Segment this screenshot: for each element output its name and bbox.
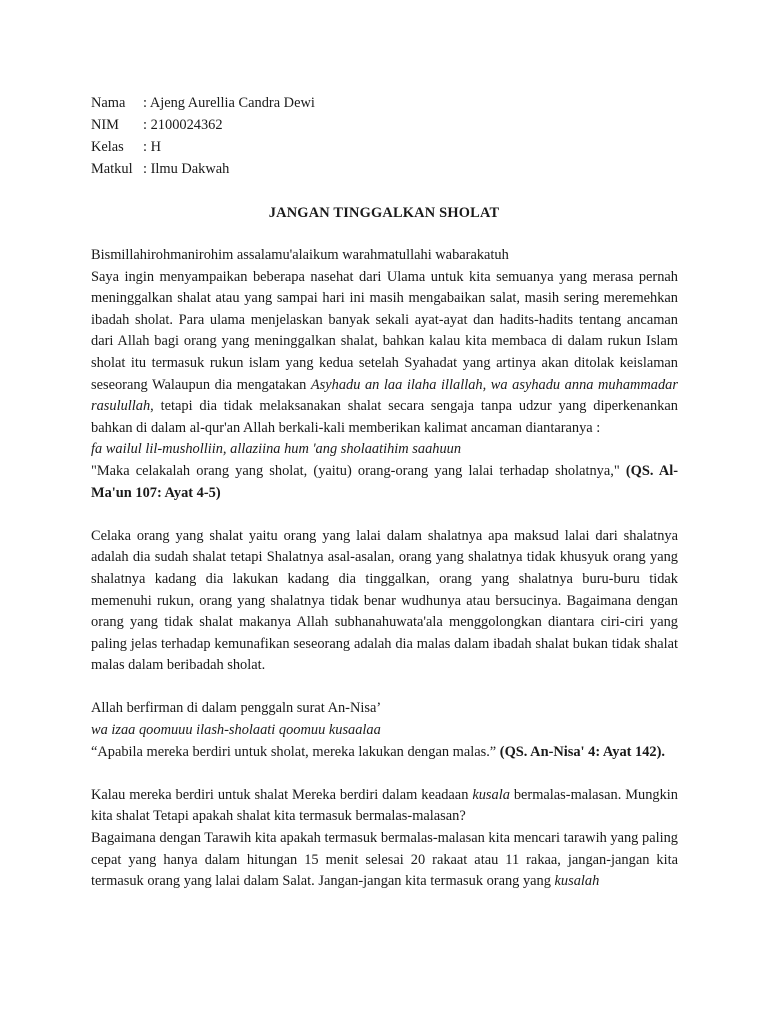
term-italic: kusalah [554, 873, 600, 890]
info-row-nim [91, 114, 315, 136]
verse-transliteration [91, 439, 678, 461]
info-value: 2100024362 [150, 117, 223, 133]
info-key: Nama [91, 95, 126, 111]
verse-italic: fa wailul lil-musholliin, allaziina hum 'ang sholaatihim saahuun [91, 441, 462, 458]
info-key: Matkul [91, 161, 133, 177]
verse-translation [91, 742, 678, 764]
term-italic: kusala [472, 786, 510, 803]
page-title: JANGAN TINGGALKAN SHOLAT [268, 205, 500, 221]
reflection-paragraph [91, 785, 678, 828]
info-value: H [150, 139, 162, 155]
paragraph-gap [91, 763, 678, 785]
paragraph-gap [91, 677, 678, 699]
info-sep: : [143, 139, 151, 155]
info-row-course [91, 158, 315, 180]
tarawih-paragraph [91, 828, 678, 893]
quote-text: "Maka celakalah orang yang sholat, (yaitu) orang-orang yang lalai terhadap sholatnya," [91, 462, 626, 479]
verse-translation [91, 461, 678, 504]
info-row-class [91, 136, 315, 158]
document-body [91, 245, 678, 893]
intro-paragraph [91, 267, 678, 440]
text-span: Bagaimana dengan Tarawih kita apakah termasuk bermalas-malasan kita mencari tarawih yang paling cepat yang hanya dalam hitungan 15 menit selesai 20 rakaat atau 11 rakaa, jangan-jangan kita termasuk orang yang lalai dalam Salat. Jangan-jangan kita termasuk orang yang [91, 830, 678, 890]
explanation-paragraph: Celaka orang yang shalat yaitu orang yang lalai dalam shalatnya apa maksud lalai dari shalatnya adalah dia sudah shalat tetapi Shalatnya asal-asalan, orang yang shalatnya tidak khusyuk orang yang shalatnya kadang dia lakukan kadang dia tinggalkan, orang yang shalatnya buru-buru tidak memenuhi rukun, orang yang shalatnya tidak benar wudhunya atau bersucinya. Bagaimana dengan orang yang tidak shalat makanya Allah subhanahuwata'ala menggolongkan diantara ciri-ciri yang paling jelas terhadap kemunafikan seseorang adalah dia malas dalam ibadah shalat bukan tidak shalat malas dalam beribadah sholat. [91, 527, 678, 674]
text-span: Kalau mereka berdiri untuk shalat Mereka berdiri dalam keadaan [91, 786, 473, 803]
info-sep: : [143, 117, 151, 133]
verse-italic: wa izaa qoomuuu ilash-sholaati qoomuu kusaalaa [91, 722, 381, 739]
info-sep: : [143, 95, 150, 111]
info-value: Ajeng Aurellia Candra Dewi [149, 95, 315, 111]
greeting-paragraph: Bismillahirohmanirohim assalamu'alaikum warahmatullahi wabarakatuh [91, 247, 509, 263]
text-span: , tetapi dia tidak melaksanakan shalat secara sengaja tanpa udzur yang diperkenankan bahkan di dalam al-qur'an Allah berkali-kali memberikan kalimat ancaman diantaranya : [91, 398, 678, 436]
shahada-italic: Asyhadu an laa ilaha illallah, wa asyhadu anna muhammadar rasulullah [91, 376, 678, 415]
info-value: Ilmu Dakwah [150, 161, 230, 177]
text-span: Saya ingin menyampaikan beberapa nasehat dari Ulama untuk kita semuanya yang merasa pernah meninggalkan shalat atau yang sampai hari ini masih mengabaikan salat, masih sering meremehkan ibadah sholat. Para ulama menjelaskan banyak sekali ayat-ayat dan hadits-hadits tentang ancaman dari Allah bagi orang yang meninggalkan shalat, bahkan kalau kita membaca di dalam rukun Islam sholat itu termasuk rukun islam yang kedua setelah Syahadat yang artinya akan ditolak keislaman seseorang Walaupun dia mengatakan [91, 268, 678, 393]
quran-reference: (QS. Al-Ma'un 107: Ayat 4-5) [91, 462, 678, 501]
info-sep: : [143, 161, 151, 177]
verse-transliteration [91, 720, 678, 742]
paragraph-gap [91, 504, 678, 526]
text-span: bermalas-malasan. Mungkin kita shalat Tetapi apakah shalat kita termasuk bermalas-malasan? [91, 786, 679, 825]
quran-reference: (QS. An-Nisa' 4: Ayat 142). [499, 743, 666, 760]
quote-text: “Apabila mereka berdiri untuk sholat, mereka lakukan dengan malas.” [91, 743, 500, 760]
info-key: NIM [91, 117, 119, 133]
info-key: Kelas [91, 139, 124, 155]
intro-verse-line: Allah berfirman di dalam penggaln surat An-Nisa’ [91, 700, 382, 717]
info-row-name [91, 92, 315, 114]
student-info [91, 92, 315, 180]
